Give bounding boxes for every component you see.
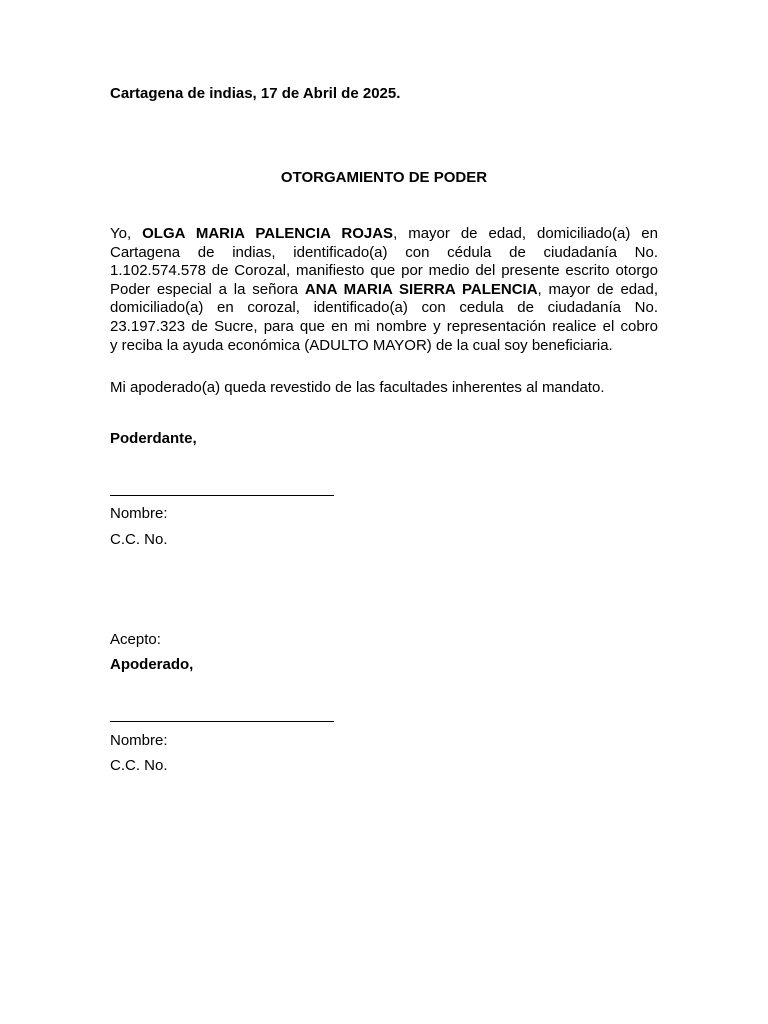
paragraph-text: , mayor de edad, domiciliado(a) en <box>393 225 658 242</box>
grantor-label: Poderdante, <box>110 430 197 447</box>
grantor-signature-line <box>110 495 334 496</box>
grantor-name: OLGA MARIA PALENCIA ROJAS <box>142 225 394 242</box>
paragraph-line-5: domiciliado(a) en corozal, identificado(a) con cedula de ciudadanía No. <box>110 299 658 317</box>
attorney-signature-line <box>110 721 334 722</box>
paragraph-line-6: 23.197.323 de Sucre, para que en mi nombre y representación realice el cobro <box>110 317 658 335</box>
attorney-label: Apoderado, <box>110 656 194 673</box>
mandate-statement: Mi apoderado(a) queda revestido de las facultades inherentes al mandato. <box>110 379 605 396</box>
paragraph-line-3: 1.102.574.578 de Corozal, manifiesto que por medio del presente escrito otorgo <box>110 262 658 280</box>
place-date: Cartagena de indias, 17 de Abril de 2025. <box>110 85 401 102</box>
body-paragraph <box>110 225 658 355</box>
paragraph-line-2: Cartagena de indias, identificado(a) con cédula de ciudadanía No. <box>110 243 658 261</box>
paragraph-text: Poder especial a la señora <box>110 280 305 298</box>
document-title: OTORGAMIENTO DE PODER <box>280 169 488 186</box>
paragraph-line-4 <box>110 281 658 300</box>
paragraph-text: Yo, <box>110 225 143 242</box>
attorney-name: ANA MARIA SIERRA PALENCIA <box>304 280 538 298</box>
paragraph-line-1 <box>110 225 658 244</box>
grantor-id-label: C.C. No. <box>110 531 168 548</box>
paragraph-text: , mayor de edad, <box>537 280 658 298</box>
accept-label: Acepto: <box>110 631 161 648</box>
paragraph-line-7: y reciba la ayuda económica (ADULTO MAYOR) de la cual soy beneficiaria. <box>110 336 613 354</box>
attorney-name-label: Nombre: <box>110 732 168 749</box>
attorney-id-label: C.C. No. <box>110 757 168 774</box>
grantor-name-label: Nombre: <box>110 505 168 522</box>
